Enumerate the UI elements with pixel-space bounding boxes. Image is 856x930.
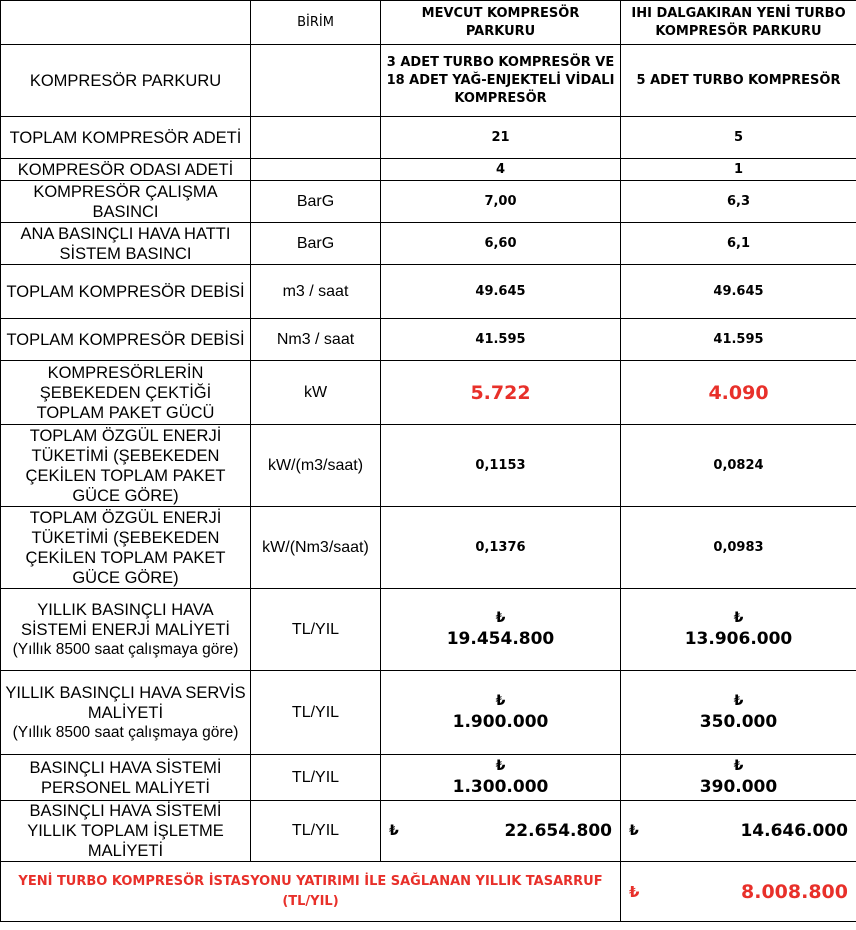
- row-energy-cost: [1, 589, 856, 671]
- row-energy-cost-new: 13.906.000: [684, 628, 793, 649]
- row-savings: [1, 862, 856, 922]
- row-pressure-label: KOMPRESÖR ÇALIŞMA BASINCI: [1, 181, 251, 223]
- row-staff-cost-unit: TL/YIL: [251, 755, 381, 801]
- currency-icon: ₺: [629, 823, 639, 839]
- currency-icon: ₺: [733, 757, 744, 774]
- row-sec-m3-current: 0,1153: [381, 425, 621, 507]
- header-row: [1, 1, 856, 45]
- row-sec-m3-new: 0,0824: [621, 425, 856, 507]
- row-count-new: 5: [621, 117, 856, 159]
- row-park-current: 3 ADET TURBO KOMPRESÖR VE 18 ADET YAĞ-ENJEKTELİ VİDALI KOMPRESÖR: [381, 45, 621, 117]
- row-power: [1, 361, 856, 425]
- row-line-pressure-new: 6,1: [621, 223, 856, 265]
- row-staff-cost-current: 1.300.000: [452, 776, 549, 797]
- row-total-cost-new-cell: [621, 801, 856, 862]
- row-flow-nm3-new: 41.595: [621, 319, 856, 361]
- currency-icon: ₺: [733, 692, 744, 709]
- row-energy-cost-current-cell: [381, 589, 621, 671]
- row-total-cost-current: 22.654.800: [504, 821, 612, 841]
- row-sec-nm3-current: 0,1376: [381, 507, 621, 589]
- row-power-new: 4.090: [621, 361, 856, 425]
- row-park-new: 5 ADET TURBO KOMPRESÖR: [621, 45, 856, 117]
- currency-icon: ₺: [629, 882, 640, 901]
- row-flow-nm3-label: TOPLAM KOMPRESÖR DEBİSİ: [1, 319, 251, 361]
- header-current: MEVCUT KOMPRESÖR PARKURU: [381, 1, 621, 45]
- row-service-cost: [1, 671, 856, 755]
- row-staff-cost-current-cell: [381, 755, 621, 801]
- row-energy-cost-current: 19.454.800: [446, 628, 555, 649]
- row-energy-cost-label: YILLIK BASINÇLI HAVA SİSTEMİ ENERJİ MALİYETİ: [20, 600, 231, 639]
- row-service-cost-unit: TL/YIL: [251, 671, 381, 755]
- row-flow-m3: [1, 265, 856, 319]
- row-park: [1, 45, 856, 117]
- row-service-cost-label-cell: [1, 671, 251, 755]
- row-count-current: 21: [381, 117, 621, 159]
- row-rooms-new: 1: [621, 159, 856, 181]
- row-total-cost-unit: TL/YIL: [251, 801, 381, 862]
- row-flow-m3-current: 49.645: [381, 265, 621, 319]
- row-sec-nm3-unit: kW/(Nm3/saat): [251, 507, 381, 589]
- currency-icon: ₺: [733, 609, 744, 626]
- row-count: [1, 117, 856, 159]
- currency-icon: ₺: [495, 757, 506, 774]
- row-sec-m3-label: TOPLAM ÖZGÜL ENERJİ TÜKETİMİ (ŞEBEKEDEN ÇEKİLEN TOPLAM PAKET GÜCE GÖRE): [1, 425, 251, 507]
- row-sec-m3-unit: kW/(m3/saat): [251, 425, 381, 507]
- row-flow-m3-unit: m3 / saat: [251, 265, 381, 319]
- row-power-label: KOMPRESÖRLERİN ŞEBEKEDEN ÇEKTİĞİ TOPLAM PAKET GÜCÜ: [1, 361, 251, 425]
- row-energy-cost-note: (Yıllık 8500 saat çalışmaya göre): [12, 640, 239, 658]
- row-rooms: [1, 159, 856, 181]
- row-staff-cost-new: 390.000: [699, 776, 778, 797]
- row-rooms-unit: [251, 159, 381, 181]
- row-park-label: KOMPRESÖR PARKURU: [1, 45, 251, 117]
- row-line-pressure-unit: BarG: [251, 223, 381, 265]
- row-staff-cost-label: BASINÇLI HAVA SİSTEMİ PERSONEL MALİYETİ: [1, 755, 251, 801]
- row-pressure-current: 7,00: [381, 181, 621, 223]
- row-pressure-unit: BarG: [251, 181, 381, 223]
- row-sec-nm3-label: TOPLAM ÖZGÜL ENERJİ TÜKETİMİ (ŞEBEKEDEN ÇEKİLEN TOPLAM PAKET GÜCE GÖRE): [1, 507, 251, 589]
- row-energy-cost-label-cell: [1, 589, 251, 671]
- row-service-cost-current: 1.900.000: [452, 711, 549, 732]
- row-energy-cost-unit: TL/YIL: [251, 589, 381, 671]
- savings-value: 8.008.800: [741, 880, 848, 903]
- row-staff-cost-new-cell: [621, 755, 856, 801]
- row-flow-m3-label: TOPLAM KOMPRESÖR DEBİSİ: [1, 265, 251, 319]
- row-line-pressure-current: 6,60: [381, 223, 621, 265]
- row-total-cost-label: BASINÇLI HAVA SİSTEMİ YILLIK TOPLAM İŞLETME MALİYETİ: [1, 801, 251, 862]
- row-service-cost-current-cell: [381, 671, 621, 755]
- row-flow-nm3-unit: Nm3 / saat: [251, 319, 381, 361]
- row-sec-nm3-new: 0,0983: [621, 507, 856, 589]
- row-total-cost-current-cell: [381, 801, 621, 862]
- row-total-cost-new: 14.646.000: [740, 821, 848, 841]
- row-staff-cost: [1, 755, 856, 801]
- row-park-unit: [251, 45, 381, 117]
- row-sec-m3: [1, 425, 856, 507]
- header-unit: BİRİM: [251, 1, 381, 45]
- currency-icon: ₺: [495, 692, 506, 709]
- currency-icon: ₺: [495, 609, 506, 626]
- row-rooms-current: 4: [381, 159, 621, 181]
- savings-value-cell: [621, 862, 856, 922]
- row-sec-nm3: [1, 507, 856, 589]
- row-total-cost: [1, 801, 856, 862]
- header-new: IHI DALGAKIRAN YENİ TURBO KOMPRESÖR PARKURU: [621, 1, 856, 45]
- currency-icon: ₺: [389, 823, 399, 839]
- row-service-cost-note: (Yıllık 8500 saat çalışmaya göre): [12, 723, 239, 741]
- row-power-unit: kW: [251, 361, 381, 425]
- row-power-current: 5.722: [381, 361, 621, 425]
- header-empty-cell: [1, 1, 251, 45]
- row-service-cost-label: YILLIK BASINÇLI HAVA SERVİS MALİYETİ: [5, 683, 246, 722]
- row-pressure: [1, 181, 856, 223]
- row-flow-nm3-current: 41.595: [381, 319, 621, 361]
- row-flow-m3-new: 49.645: [621, 265, 856, 319]
- row-flow-nm3: [1, 319, 856, 361]
- row-count-unit: [251, 117, 381, 159]
- savings-label: YENİ TURBO KOMPRESÖR İSTASYONU YATIRIMI İLE SAĞLANAN YILLIK TASARRUF (TL/YIL): [1, 862, 621, 922]
- row-pressure-new: 6,3: [621, 181, 856, 223]
- row-energy-cost-new-cell: [621, 589, 856, 671]
- row-service-cost-new-cell: [621, 671, 856, 755]
- row-service-cost-new: 350.000: [699, 711, 778, 732]
- row-line-pressure: [1, 223, 856, 265]
- row-line-pressure-label: ANA BASINÇLI HAVA HATTI SİSTEM BASINCI: [1, 223, 251, 265]
- row-count-label: TOPLAM KOMPRESÖR ADETİ: [1, 117, 251, 159]
- row-rooms-label: KOMPRESÖR ODASI ADETİ: [1, 159, 251, 181]
